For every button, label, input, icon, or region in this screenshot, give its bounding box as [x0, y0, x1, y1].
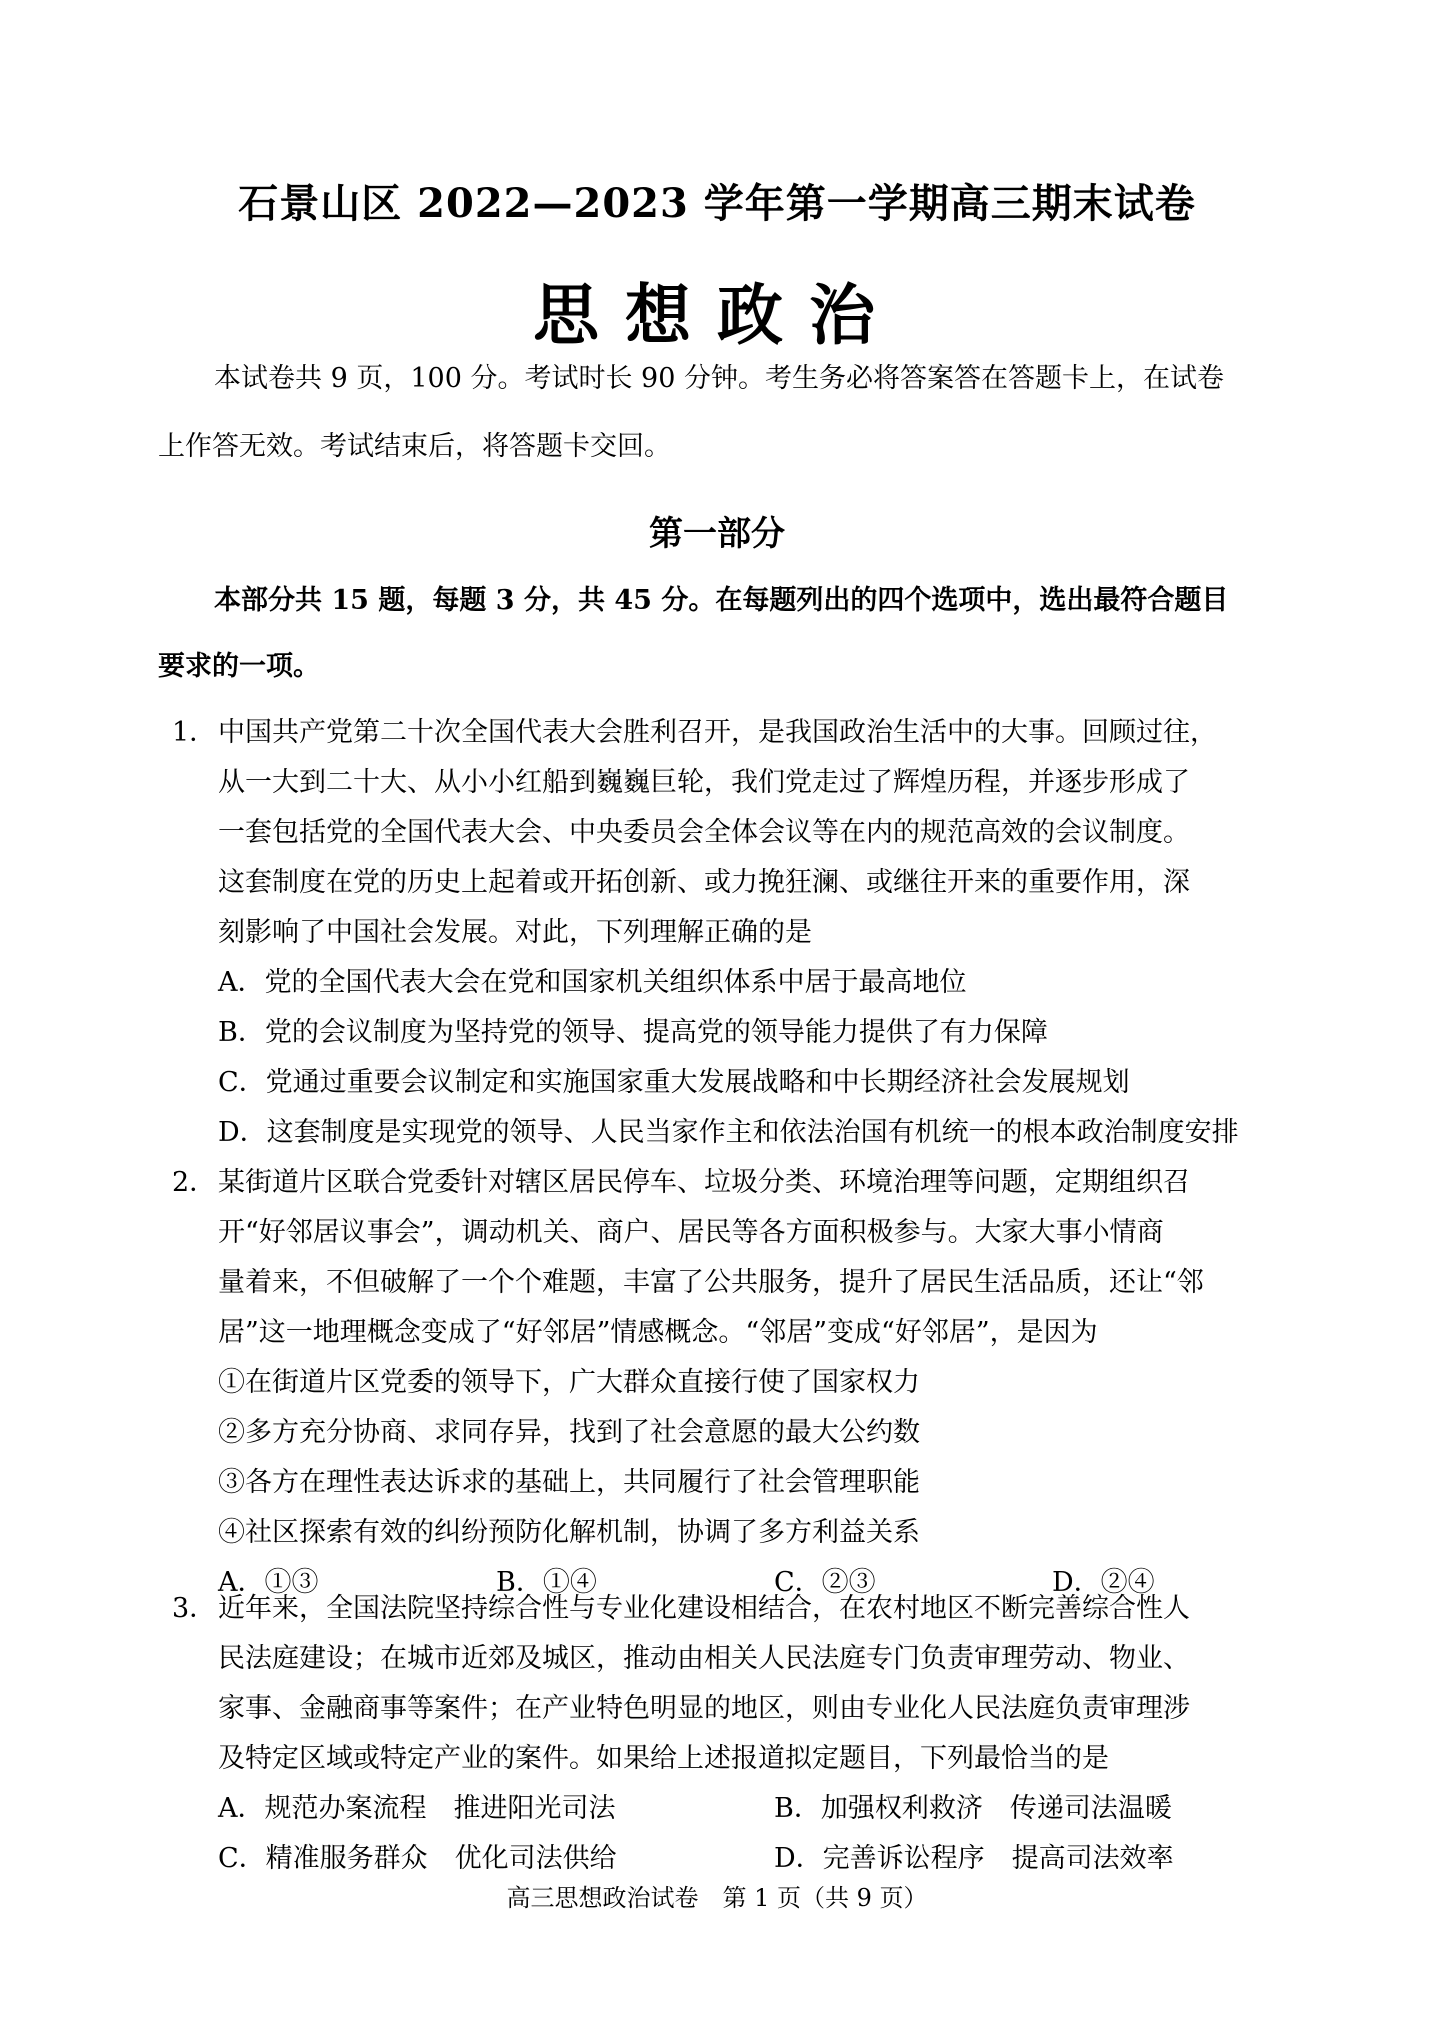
question-text-line: 量着来，不但破解了一个个难题，丰富了公共服务，提升了居民生活品质，还让“邻: [218, 1267, 1204, 1298]
question-text-line: 中国共产党第二十次全国代表大会胜利召开，是我国政治生活中的大事。回顾过往，: [218, 717, 1217, 748]
statement-3: ③各方在理性表达诉求的基础上，共同履行了社会管理职能: [218, 1467, 920, 1498]
question-number: 1．: [172, 717, 217, 748]
section-title: 第一部分: [649, 514, 785, 554]
question-text-line: 家事、金融商事等案件；在产业特色明显的地区，则由专业化人民法庭负责审理涉: [218, 1693, 1190, 1724]
option-d: D．完善诉讼程序 提高司法效率: [774, 1843, 1174, 1874]
option-a: A．党的全国代表大会在党和国家机关组织体系中居于最高地位: [218, 967, 967, 998]
question-text-line: 刻影响了中国社会发展。对此，下列理解正确的是: [218, 917, 812, 948]
option-d: D．这套制度是实现党的领导、人民当家作主和依法治国有机统一的根本政治制度安排: [218, 1117, 1239, 1148]
intro-line-2: 上作答无效。考试结束后，将答题卡交回。: [158, 431, 671, 462]
statement-1: ①在街道片区党委的领导下，广大群众直接行使了国家权力: [218, 1367, 920, 1398]
option-c: C．精准服务群众 优化司法供给: [218, 1843, 617, 1874]
question-text-line: 民法庭建设；在城市近郊及城区，推动由相关人民法庭专门负责审理劳动、物业、: [218, 1643, 1190, 1674]
section-note-line-2: 要求的一项。: [158, 651, 320, 682]
question-text-line: 这套制度在党的历史上起着或开拓创新、或力挽狂澜、或继往开来的重要作用，深: [218, 867, 1190, 898]
question-text-line: 居”这一地理概念变成了“好邻居”情感概念。“邻居”变成“好邻居”，是因为: [218, 1317, 1098, 1348]
question-text-line: 及特定区域或特定产业的案件。如果给上述报道拟定题目，下列最恰当的是: [218, 1743, 1109, 1774]
intro-line-1: 本试卷共 9 页，100 分。考试时长 90 分钟。考生务必将答案答在答题卡上，在试卷: [214, 363, 1224, 394]
option-b: B．党的会议制度为坚持党的领导、提高党的领导能力提供了有力保障: [218, 1017, 1048, 1048]
section-note-line-1: 本部分共 15 题，每题 3 分，共 45 分。在每题列出的四个选项中，选出最符合题目: [214, 585, 1229, 616]
option-b: B．加强权利救济 传递司法温暖: [774, 1793, 1172, 1824]
question-text-line: 某街道片区联合党委针对辖区居民停车、垃圾分类、环境治理等问题，定期组织召: [218, 1167, 1190, 1198]
statement-4: ④社区探索有效的纠纷预防化解机制，协调了多方利益关系: [218, 1517, 920, 1548]
option-c: C．②③: [774, 1567, 876, 1598]
question-text-line: 一套包括党的全国代表大会、中央委员会全体会议等在内的规范高效的会议制度。: [218, 817, 1190, 848]
question-text-line: 近年来，全国法院坚持综合性与专业化建设相结合，在农村地区不断完善综合性人: [218, 1593, 1190, 1624]
question-text-line: 开“好邻居议事会”，调动机关、商户、居民等各方面积极参与。大家大事小情商: [218, 1217, 1164, 1248]
option-c: C．党通过重要会议制定和实施国家重大发展战略和中长期经济社会发展规划: [218, 1067, 1130, 1098]
question-number: 2．: [172, 1167, 217, 1198]
option-a: A．①③: [218, 1567, 319, 1598]
question-number: 3．: [172, 1593, 217, 1624]
option-d: D．②④: [1052, 1567, 1155, 1598]
subject-title: 思想政治: [533, 276, 901, 354]
statement-2: ②多方充分协商、求同存异，找到了社会意愿的最大公约数: [218, 1417, 920, 1448]
exam-title: 石景山区 2022—2023 学年第一学期高三期末试卷: [238, 180, 1196, 227]
page-footer: 高三思想政治试卷 第 1 页（共 9 页）: [506, 1884, 928, 1912]
question-text-line: 从一大到二十大、从小小红船到巍巍巨轮，我们党走过了辉煌历程，并逐步形成了: [218, 767, 1190, 798]
option-a: A．规范办案流程 推进阳光司法: [218, 1793, 616, 1824]
option-b: B．①④: [496, 1567, 597, 1598]
